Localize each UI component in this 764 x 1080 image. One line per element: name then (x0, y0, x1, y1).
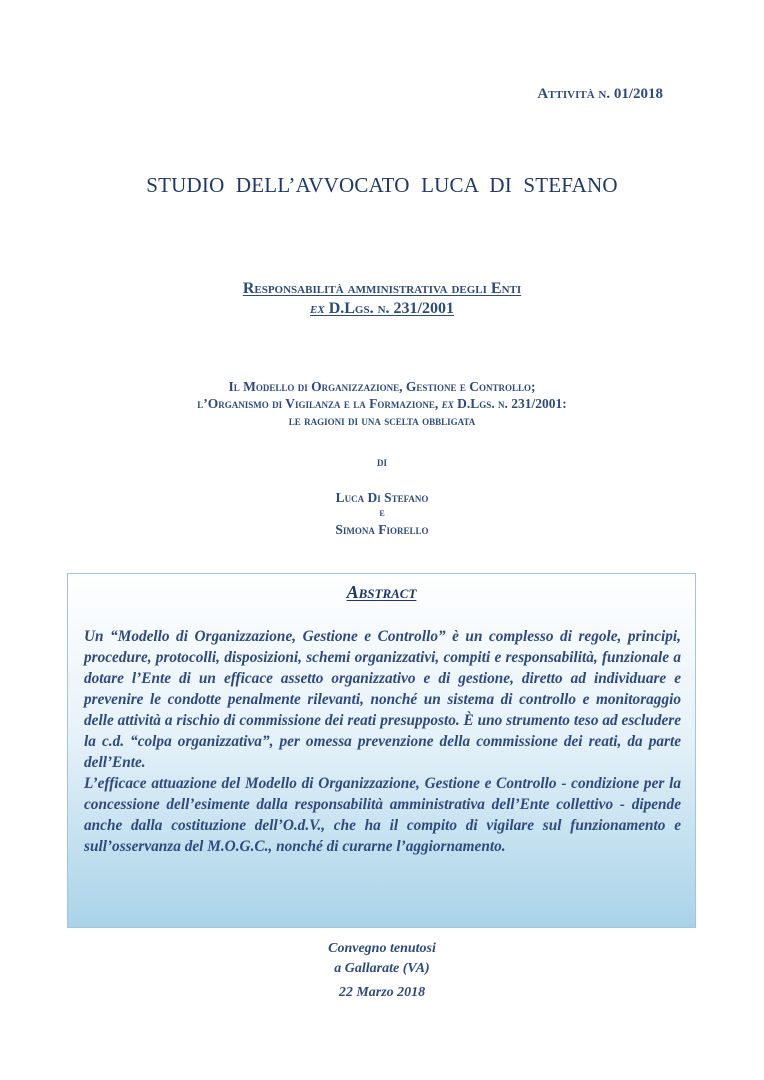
abstract-paragraph-1: Un “Modello di Organizzazione, Gestione e Controllo” è un complesso di regole, principi, procedure, protocolli, disposizioni, schemi organizzativi, compiti e responsabilità, funzionale a dotare l’Ente di un efficace assetto organizzativo e di gestione, diretto ad individuare e prevenire le condotte penalmente rilevanti, nonché un sistema di controllo e monitoraggio delle attività a rischio di commissione dei reati presupposto. È uno strumento teso ad escludere la c.d. “colpa organizzativa”, per omessa prevenzione della commissione dei reati, da parte dell’Ente. (84, 628, 681, 771)
by-label: di (376, 455, 387, 469)
responsibility-line-1: Responsabilità amministrativa degli Enti (242, 280, 522, 297)
author-conjunction: e (379, 507, 385, 519)
studio-title: STUDIO DELL’AVVOCATO LUCA DI STEFANO (146, 173, 618, 197)
model-title-ex: ex (441, 396, 454, 411)
model-title-line-2 (0, 395, 764, 412)
activity-number: Attività n. 01/2018 (537, 86, 663, 102)
conference-date: 22 Marzo 2018 (338, 985, 426, 1000)
model-title-line-2a: l’Organismo di Vigilanza e la Formazione, (197, 396, 442, 411)
conference-line-1: Convegno tenutosi (328, 941, 436, 956)
decree-reference: D.Lgs. n. 231/2001 (324, 300, 454, 317)
abstract-paragraph-2: L’efficace attuazione del Modello di Organizzazione, Gestione e Controllo - condizione per la concessione dell’esimente dalla responsabilità amministrativa dell’Ente collettivo - dipende anche dalla costituzione dell’O.d.V., che ha il compito di vigilare sul funzionamento e sull’osservanza del M.O.G.C., nonché di curarne l’aggiornamento. (84, 775, 681, 855)
model-title-line-3: le ragioni di una scelta obbligata (288, 413, 476, 428)
abstract-title: Abstract (346, 582, 417, 602)
model-title (0, 378, 764, 429)
author-first: Luca Di Stefano (335, 490, 429, 505)
conference-info (0, 939, 764, 1003)
model-title-line-2b: D.Lgs. n. 231/2001: (453, 396, 567, 411)
model-title-line-1: Il Modello di Organizzazione, Gestione e Controllo; (228, 379, 536, 394)
conference-line-2: a Gallarate (VA) (334, 961, 430, 976)
abstract-box (67, 573, 696, 928)
ex-italic: ex (310, 300, 325, 317)
responsibility-line-2 (0, 299, 764, 319)
author-second: Simona Fiorello (335, 522, 429, 537)
responsibility-heading (0, 279, 764, 319)
authors (0, 489, 764, 538)
abstract-text (84, 626, 681, 857)
